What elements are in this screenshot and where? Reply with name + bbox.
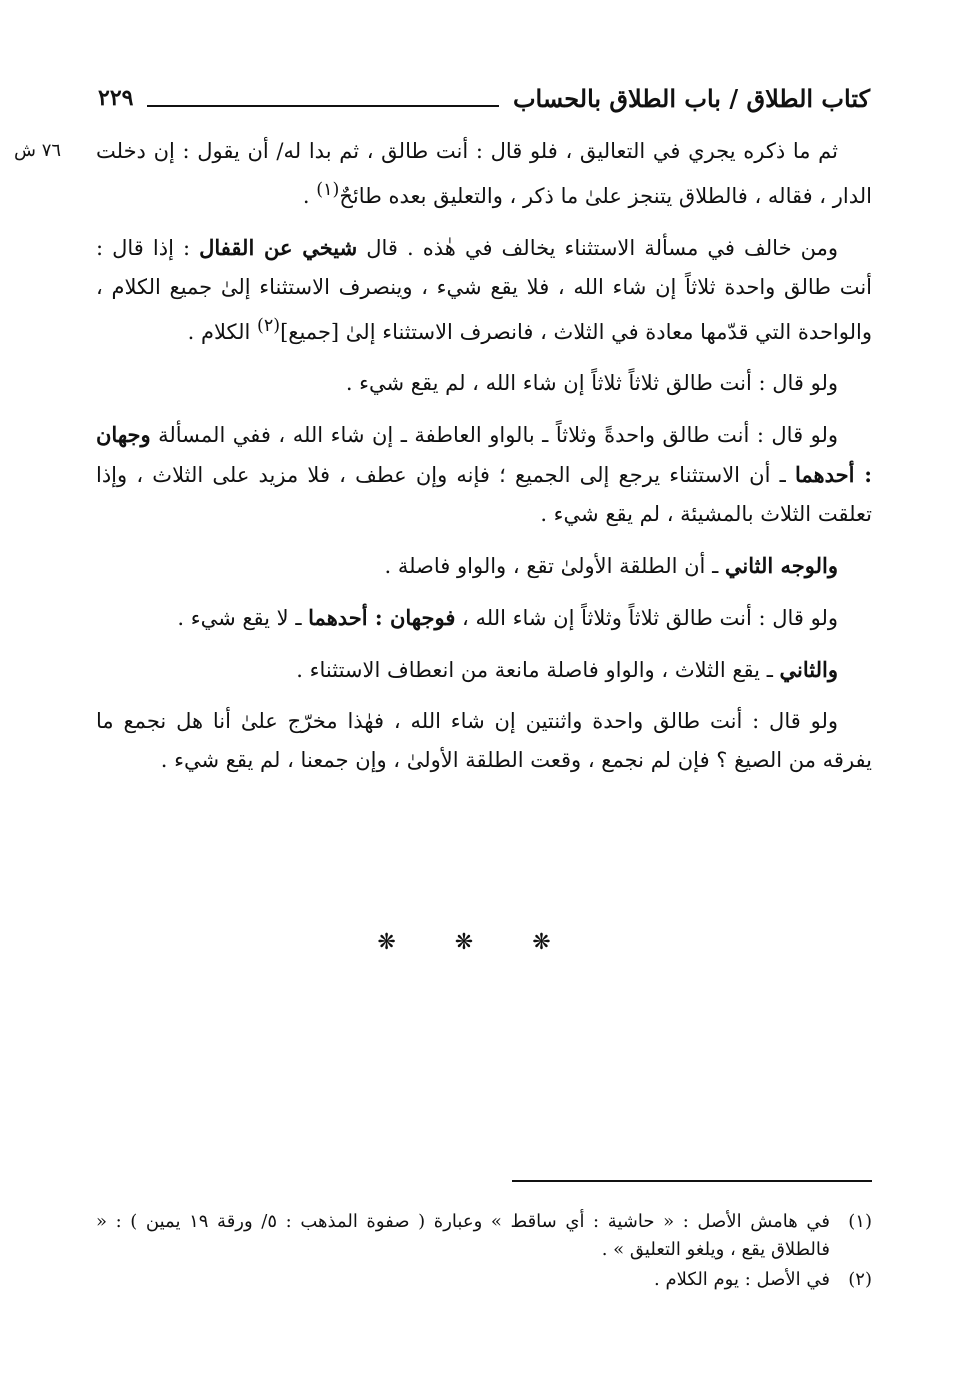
text-run: ـ أن الاستثناء يرجع إلى الجميع ؛ فإنه وإن عطف ، فلا مزيد على الثلاث ، وإذا تعلقت الثلاث بالمشيئة ، لم يقع شيء . [96, 463, 872, 526]
footnote-number: (١) [848, 1211, 872, 1232]
bold-term: والوجه الثاني [724, 553, 838, 578]
paragraph [96, 228, 872, 352]
text-run: : إذا قال : أنت طالق واحدة ثلاثاً إن شاء الله ، فلا يقع شيء ، وينصرف الاستثناء إلىٰ جميع الكلام ، والواحدة التي قدّمها معادة في الثلاث ، فانصرف الاستثناء إلىٰ [جميع] [96, 236, 872, 344]
text-run: ـ أن الطلقة الأولىٰ تقع ، والواو فاصلة . [384, 554, 725, 578]
text-run: ولو قال : أنت طالق ثلاثاً وثلاثاً إن شاء الله ، [455, 606, 838, 630]
bold-term: شيخي عن القفال [199, 235, 358, 260]
paragraph [96, 364, 872, 403]
text-run: ولو قال : أنت طالق ثلاثاً ثلاثاً إن شاء الله ، لم يقع شيء . [345, 371, 838, 395]
footnotes [96, 1208, 872, 1296]
bold-term: فوجهان : أحدهما [308, 605, 456, 630]
bold-term: والثاني [779, 657, 838, 682]
footnote-rule [512, 1180, 872, 1182]
text-run: ثم ما ذكره يجري في التعاليق ، فلو قال : أنت طالق ، ثم بدا له/ أن يقول : إن دخلت الدار ، فقاله ، فالطلاق يتنجز علىٰ ما ذكر ، والتعليق بعده طائحٌ [96, 139, 872, 208]
section-separator: ❋ ❋ ❋ [377, 930, 577, 955]
footnote-text: في هامش الأصل : « حاشية : أي ساقط » وعبارة ( صفوة المذهب : ٥/ ورقة ١٩ يمين ) : « فالطلاق يقع ، ويلغو التعليق » . [96, 1211, 830, 1260]
paragraph [96, 415, 872, 534]
page-number: ٢٢٩ [98, 85, 134, 111]
text-run: ـ لا يقع شيء . [177, 606, 309, 630]
running-title: كتاب الطلاق / باب الطلاق بالحساب [512, 83, 870, 113]
text-run: . [302, 184, 317, 208]
paragraph [96, 546, 872, 586]
main-text [96, 132, 872, 780]
text-run: ومن خالف في مسألة الاستثناء يخالف في هٰذه . قال [357, 236, 838, 260]
paragraph [96, 132, 872, 216]
paragraph [96, 702, 872, 780]
footnote-ref: (١) [316, 180, 340, 200]
header-rule [147, 105, 499, 107]
paragraph [96, 650, 872, 690]
footnote [96, 1208, 872, 1264]
page-header [98, 78, 870, 118]
text-run: الكلام . [187, 320, 258, 344]
text-run: ولو قال : أنت طالق واحدةً وثلاثاً ـ بالواو العاطفة ـ إن شاء الله ، ففي المسألة [150, 423, 838, 447]
footnote-text: في الأصل : يوم الكلام . [654, 1269, 830, 1290]
text-run: ولو قال : أنت طالق واحدة واثنتين إن شاء الله ، فهٰذا مخرّج علىٰ أنا هل نجمع ما يفرقه من الصيغ ؟ فإن لم نجمع ، وقعت الطلقة الأولىٰ ، وإن جمعنا ، لم يقع شيء . [96, 709, 872, 772]
paragraph [96, 598, 872, 638]
margin-folio-note: ٧٦ ش [14, 140, 62, 161]
text-run: ـ يقع الثلاث ، والواو فاصلة مانعة من انعطاف الاستثناء . [296, 658, 780, 682]
footnote [96, 1266, 872, 1294]
footnote-ref: (٢) [257, 316, 281, 336]
bold-term: وجهان : أحدهما [96, 422, 872, 487]
footnote-number: (٢) [848, 1269, 872, 1290]
